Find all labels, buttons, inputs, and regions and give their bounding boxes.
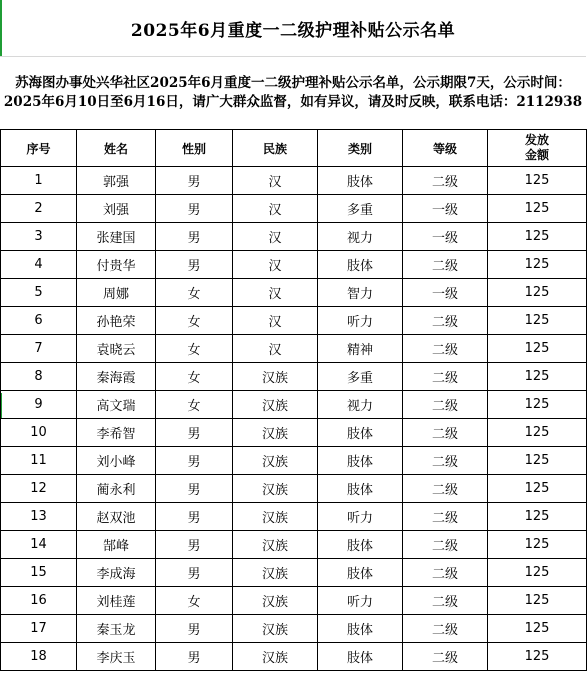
cell-seq: 8 bbox=[1, 363, 77, 391]
cell-seq: 10 bbox=[1, 419, 77, 447]
cell-seq: 15 bbox=[1, 559, 77, 587]
cell-name: 张建国 bbox=[77, 223, 156, 251]
cell-amount: 125 bbox=[488, 419, 587, 447]
cell-amount: 125 bbox=[488, 223, 587, 251]
cell-seq: 12 bbox=[1, 475, 77, 503]
cell-seq: 3 bbox=[1, 223, 77, 251]
cell-name: 高文瑞 bbox=[77, 391, 156, 419]
cell-seq: 18 bbox=[1, 643, 77, 671]
cell-category: 精神 bbox=[318, 335, 403, 363]
cell-gender: 女 bbox=[156, 391, 233, 419]
cell-name: 周娜 bbox=[77, 279, 156, 307]
cell-category: 听力 bbox=[318, 503, 403, 531]
cell-level: 二级 bbox=[403, 335, 488, 363]
cell-gender: 男 bbox=[156, 503, 233, 531]
cell-gender: 男 bbox=[156, 167, 233, 195]
cell-seq: 7 bbox=[1, 335, 77, 363]
table-row bbox=[1, 335, 587, 363]
cell-ethnicity: 汉 bbox=[233, 307, 318, 335]
cell-amount: 125 bbox=[488, 279, 587, 307]
cell-seq: 2 bbox=[1, 195, 77, 223]
cell-gender: 女 bbox=[156, 587, 233, 615]
table-row bbox=[1, 531, 587, 559]
notice-text bbox=[0, 60, 586, 126]
table-row bbox=[1, 643, 587, 671]
header-level: 等级 bbox=[403, 130, 488, 167]
cell-category: 肢体 bbox=[318, 447, 403, 475]
cell-ethnicity: 汉 bbox=[233, 195, 318, 223]
cell-level: 二级 bbox=[403, 615, 488, 643]
cell-ethnicity: 汉 bbox=[233, 335, 318, 363]
cell-ethnicity: 汉族 bbox=[233, 447, 318, 475]
cell-category: 多重 bbox=[318, 363, 403, 391]
header-category: 类别 bbox=[318, 130, 403, 167]
table-row bbox=[1, 279, 587, 307]
table-row bbox=[1, 195, 587, 223]
cell-level: 二级 bbox=[403, 167, 488, 195]
cell-category: 多重 bbox=[318, 195, 403, 223]
cell-name: 秦海霞 bbox=[77, 363, 156, 391]
cell-seq: 11 bbox=[1, 447, 77, 475]
cell-name: 郜峰 bbox=[77, 531, 156, 559]
subsidy-table bbox=[0, 129, 587, 671]
cell-category: 肢体 bbox=[318, 419, 403, 447]
table-row bbox=[1, 223, 587, 251]
cell-name: 蔺永利 bbox=[77, 475, 156, 503]
cell-category: 智力 bbox=[318, 279, 403, 307]
cell-level: 二级 bbox=[403, 559, 488, 587]
cell-level: 二级 bbox=[403, 475, 488, 503]
cell-category: 肢体 bbox=[318, 559, 403, 587]
cell-level: 二级 bbox=[403, 531, 488, 559]
cell-level: 一级 bbox=[403, 223, 488, 251]
cell-category: 肢体 bbox=[318, 531, 403, 559]
cell-amount: 125 bbox=[488, 251, 587, 279]
cell-gender: 女 bbox=[156, 335, 233, 363]
cell-category: 肢体 bbox=[318, 615, 403, 643]
cell-level: 二级 bbox=[403, 447, 488, 475]
cell-name: 李成海 bbox=[77, 559, 156, 587]
table-row bbox=[1, 167, 587, 195]
header-ethnicity: 民族 bbox=[233, 130, 318, 167]
cell-category: 肢体 bbox=[318, 475, 403, 503]
cell-name: 刘小峰 bbox=[77, 447, 156, 475]
cell-amount: 125 bbox=[488, 447, 587, 475]
cell-ethnicity: 汉族 bbox=[233, 559, 318, 587]
cell-ethnicity: 汉族 bbox=[233, 391, 318, 419]
cell-seq: 6 bbox=[1, 307, 77, 335]
cell-amount: 125 bbox=[488, 531, 587, 559]
cell-amount: 125 bbox=[488, 643, 587, 671]
cell-category: 视力 bbox=[318, 223, 403, 251]
header-seq: 序号 bbox=[1, 130, 77, 167]
cell-amount: 125 bbox=[488, 503, 587, 531]
cell-category: 肢体 bbox=[318, 643, 403, 671]
table-row bbox=[1, 447, 587, 475]
cell-amount: 125 bbox=[488, 167, 587, 195]
cell-name: 郭强 bbox=[77, 167, 156, 195]
cell-ethnicity: 汉 bbox=[233, 251, 318, 279]
cell-gender: 女 bbox=[156, 363, 233, 391]
cell-ethnicity: 汉 bbox=[233, 167, 318, 195]
cell-amount: 125 bbox=[488, 195, 587, 223]
cell-name: 秦玉龙 bbox=[77, 615, 156, 643]
cell-amount: 125 bbox=[488, 391, 587, 419]
cell-seq: 5 bbox=[1, 279, 77, 307]
cell-category: 听力 bbox=[318, 307, 403, 335]
table-row bbox=[1, 475, 587, 503]
cell-level: 一级 bbox=[403, 195, 488, 223]
cell-gender: 男 bbox=[156, 419, 233, 447]
table-row bbox=[1, 363, 587, 391]
cell-gender: 男 bbox=[156, 223, 233, 251]
cell-level: 二级 bbox=[403, 503, 488, 531]
table-row bbox=[1, 503, 587, 531]
cell-ethnicity: 汉族 bbox=[233, 643, 318, 671]
table-body bbox=[1, 167, 587, 671]
cell-gender: 男 bbox=[156, 559, 233, 587]
cell-seq: 14 bbox=[1, 531, 77, 559]
page-title: 2025年6月重度一二级护理补贴公示名单 bbox=[0, 0, 586, 57]
header-amount-line2: 金额 bbox=[524, 148, 549, 162]
cell-name: 刘桂莲 bbox=[77, 587, 156, 615]
cell-gender: 男 bbox=[156, 195, 233, 223]
cell-ethnicity: 汉族 bbox=[233, 503, 318, 531]
cell-level: 二级 bbox=[403, 587, 488, 615]
cell-category: 肢体 bbox=[318, 251, 403, 279]
table-row bbox=[1, 419, 587, 447]
cell-seq: 13 bbox=[1, 503, 77, 531]
cell-category: 听力 bbox=[318, 587, 403, 615]
header-name: 姓名 bbox=[77, 130, 156, 167]
cell-name: 李庆玉 bbox=[77, 643, 156, 671]
cell-category: 视力 bbox=[318, 391, 403, 419]
cell-level: 二级 bbox=[403, 419, 488, 447]
cell-level: 二级 bbox=[403, 251, 488, 279]
cell-amount: 125 bbox=[488, 307, 587, 335]
cell-level: 二级 bbox=[403, 391, 488, 419]
cell-level: 一级 bbox=[403, 279, 488, 307]
cell-name: 李希智 bbox=[77, 419, 156, 447]
table-row bbox=[1, 307, 587, 335]
header-amount bbox=[488, 130, 587, 167]
notice-paragraph: 苏海图办事处兴华社区2025年6月重度一二级护理补贴公示名单，公示期限7天，公示时间：2025年6月10日至6月16日，请广大群众监督，如有异议，请及时反映，联系电话：2112938 bbox=[3, 75, 583, 110]
cell-gender: 男 bbox=[156, 475, 233, 503]
table-row bbox=[1, 615, 587, 643]
cell-name: 袁晓云 bbox=[77, 335, 156, 363]
cell-amount: 125 bbox=[488, 475, 587, 503]
cell-name: 付贵华 bbox=[77, 251, 156, 279]
cell-gender: 男 bbox=[156, 531, 233, 559]
cell-ethnicity: 汉族 bbox=[233, 531, 318, 559]
cell-ethnicity: 汉族 bbox=[233, 419, 318, 447]
table-row bbox=[1, 587, 587, 615]
cell-gender: 女 bbox=[156, 307, 233, 335]
cell-level: 二级 bbox=[403, 643, 488, 671]
cell-seq: 4 bbox=[1, 251, 77, 279]
cell-seq: 17 bbox=[1, 615, 77, 643]
table-row bbox=[1, 391, 587, 419]
cell-ethnicity: 汉族 bbox=[233, 363, 318, 391]
cell-gender: 男 bbox=[156, 251, 233, 279]
cell-name: 赵双池 bbox=[77, 503, 156, 531]
cell-amount: 125 bbox=[488, 615, 587, 643]
cell-gender: 女 bbox=[156, 279, 233, 307]
cell-gender: 男 bbox=[156, 447, 233, 475]
table-header-row bbox=[1, 130, 587, 167]
cell-ethnicity: 汉 bbox=[233, 279, 318, 307]
cell-seq: 16 bbox=[1, 587, 77, 615]
cell-amount: 125 bbox=[488, 587, 587, 615]
cell-ethnicity: 汉族 bbox=[233, 587, 318, 615]
cell-category: 肢体 bbox=[318, 167, 403, 195]
cell-seq: 9 bbox=[1, 391, 77, 419]
cell-name: 刘强 bbox=[77, 195, 156, 223]
cell-gender: 男 bbox=[156, 643, 233, 671]
cell-amount: 125 bbox=[488, 559, 587, 587]
cell-amount: 125 bbox=[488, 363, 587, 391]
table-row bbox=[1, 559, 587, 587]
cell-amount: 125 bbox=[488, 335, 587, 363]
cell-name: 孙艳荣 bbox=[77, 307, 156, 335]
cell-level: 二级 bbox=[403, 307, 488, 335]
cell-ethnicity: 汉族 bbox=[233, 475, 318, 503]
cell-seq: 1 bbox=[1, 167, 77, 195]
cell-ethnicity: 汉族 bbox=[233, 615, 318, 643]
cell-level: 二级 bbox=[403, 363, 488, 391]
cell-ethnicity: 汉 bbox=[233, 223, 318, 251]
header-amount-line1: 发放 bbox=[524, 133, 549, 147]
cell-gender: 男 bbox=[156, 615, 233, 643]
header-gender: 性别 bbox=[156, 130, 233, 167]
table-row bbox=[1, 251, 587, 279]
